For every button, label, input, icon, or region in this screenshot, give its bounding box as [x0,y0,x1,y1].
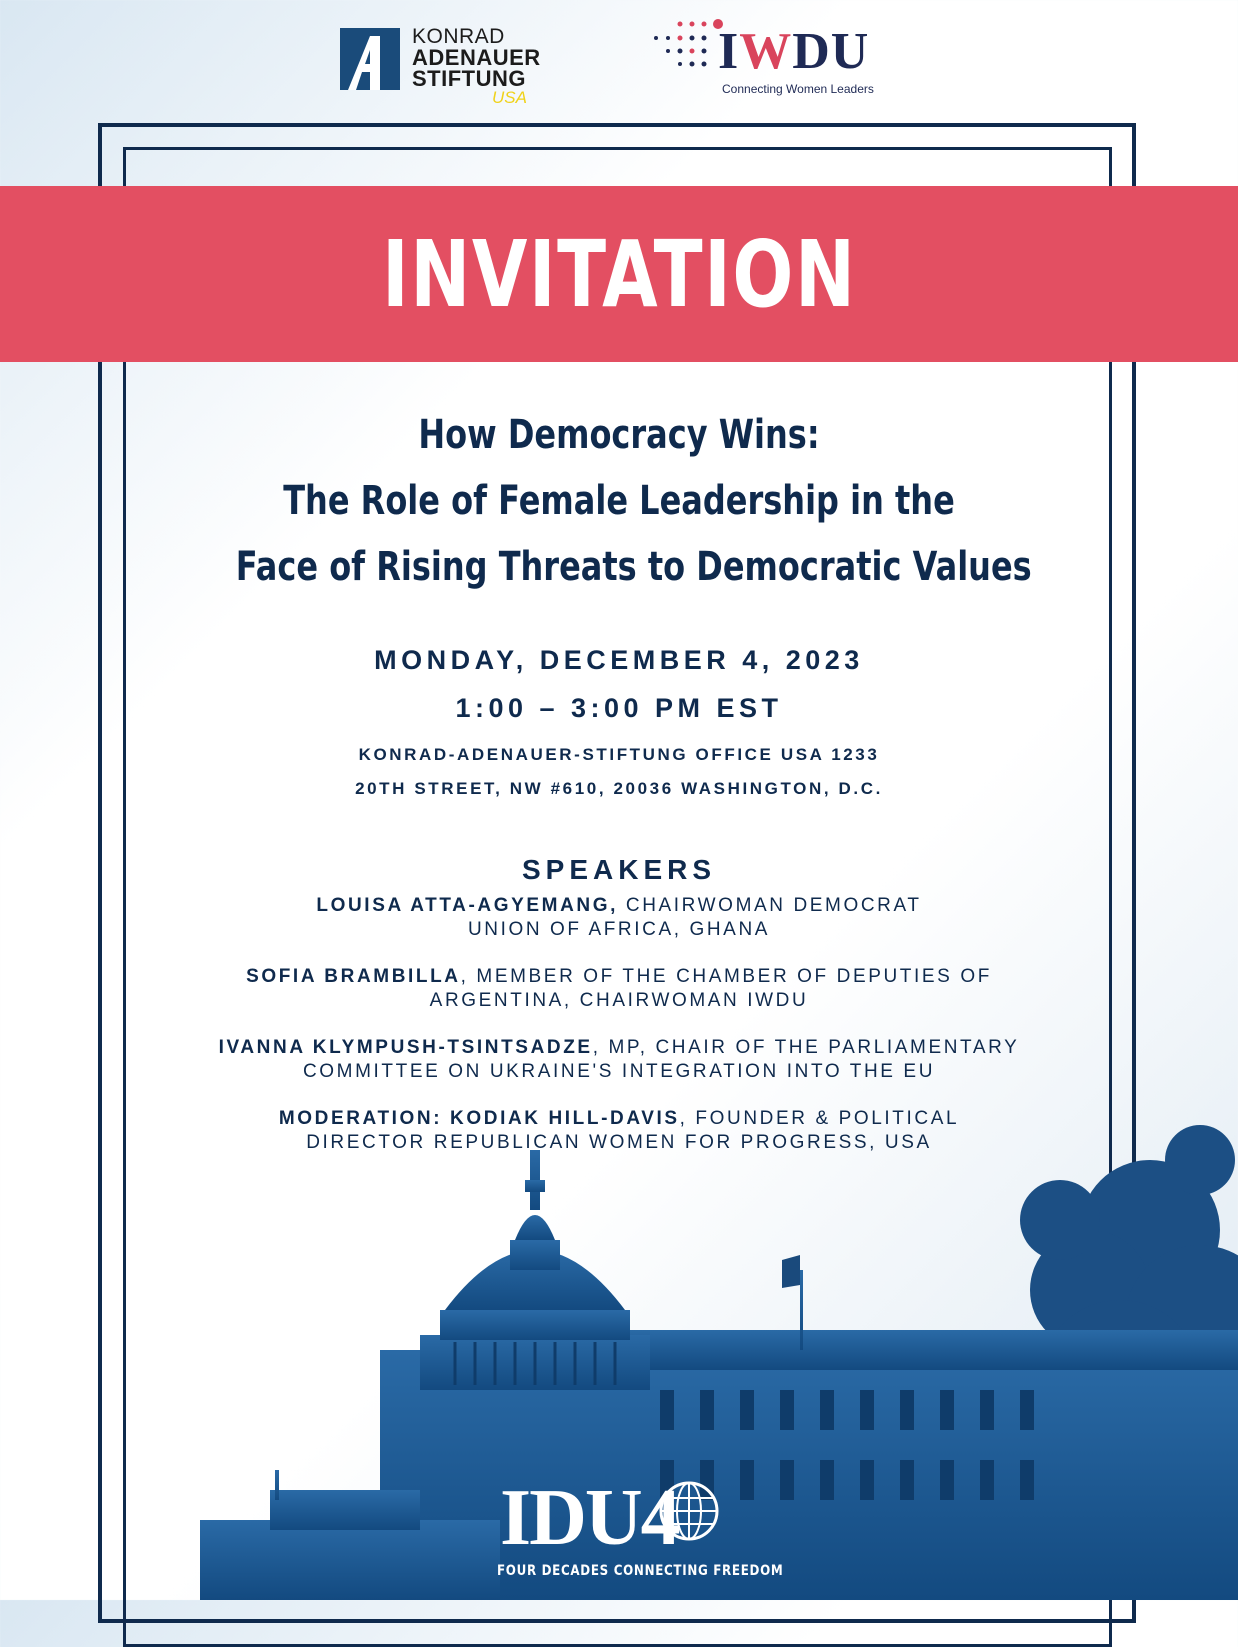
idu-tagline: FOUR DECADES CONNECTING FREEDOM [497,1563,784,1579]
iwdu-wordmark [718,23,870,80]
event-address-line-2: 20TH STREET, NW #610, 20036 WASHINGTON, D.C. [355,779,883,798]
iwdu-tagline: Connecting Women Leaders [722,82,874,96]
event-title-line-1: How Democracy Wins: [418,412,820,458]
speaker-role-cont: UNION OF AFRICA, GHANA [467,919,771,940]
iwdu-logo [650,16,890,100]
speaker-role-cont: COMMITTEE ON UKRAINE'S INTEGRATION INTO THE EU [302,1061,936,1082]
invitation-banner [0,186,1238,362]
kas-line-2: ADENAUER [412,45,541,70]
iwdu-letters-du: DU [792,23,870,80]
kas-logo-text [412,26,541,89]
event-details [140,636,1098,806]
speaker-role-cont: ARGENTINA, CHAIRWOMAN IWDU [429,990,809,1011]
moderator-item [140,1107,1098,1155]
speakers-section [140,854,1098,1178]
speakers-heading: SPEAKERS [521,854,717,885]
speaker-role: CHAIRWOMAN DEMOCRAT [618,895,922,916]
event-title-line-2: The Role of Female Leadership in the [283,478,955,524]
speaker-role: , MEMBER OF THE CHAMBER OF DEPUTIES OF [460,966,992,987]
iwdu-letter-i: I [718,23,740,80]
speaker-item [140,965,1098,1013]
kas-logo-mark [340,28,400,90]
speaker-item [140,1036,1098,1084]
kas-line-3: STIFTUNG [412,66,526,91]
kas-usa-suffix: USA [492,88,527,107]
iwdu-letter-w: W [739,23,793,80]
moderator-name: MODERATION: KODIAK HILL-DAVIS [278,1108,680,1129]
event-title [140,402,1098,600]
event-title-line-3: Face of Rising Threats to Democratic Values [235,544,1032,590]
kas-line-1: KONRAD [412,25,505,48]
moderator-role: , FOUNDER & POLITICAL [679,1108,960,1129]
moderator-role-cont: DIRECTOR REPUBLICAN WOMEN FOR PROGRESS, USA [306,1132,932,1153]
globe-icon [658,1480,720,1542]
speaker-name: IVANNA KLYMPUSH-TSINTSADZE [218,1037,593,1058]
event-time: 1:00 – 3:00 PM EST [455,693,783,723]
speaker-role: , MP, CHAIR OF THE PARLIAMENTARY [592,1037,1020,1058]
speaker-name: SOFIA BRAMBILLA [246,966,461,987]
banner-title: INVITATION [381,220,857,328]
speaker-item [140,894,1098,942]
idu-logo [480,1474,784,1588]
idu-wordmark: IDU4 [500,1474,679,1562]
event-date: MONDAY, DECEMBER 4, 2023 [374,645,864,675]
event-address-line-1: KONRAD-ADENAUER-STIFTUNG OFFICE USA 1233 [358,745,880,764]
kas-logo [340,26,550,114]
speaker-name: LOUISA ATTA-AGYEMANG, [316,895,618,916]
